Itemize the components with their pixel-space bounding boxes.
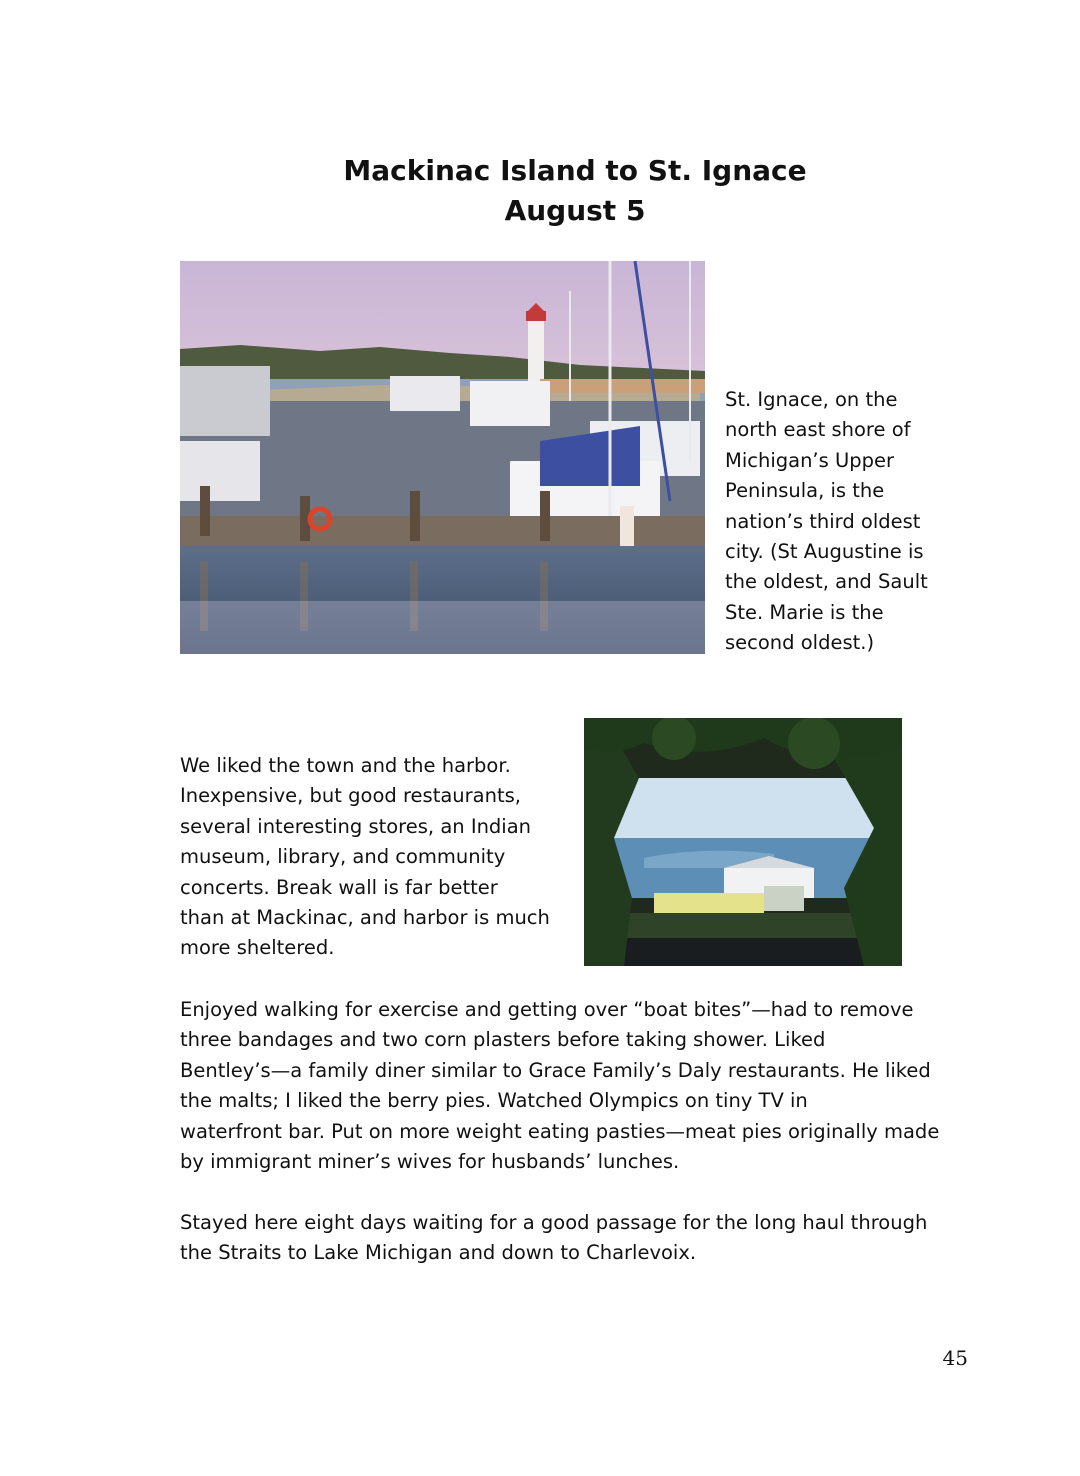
text-line: Peninsula, is the xyxy=(725,479,885,503)
text-line: several interesting stores, an Indian xyxy=(180,814,532,838)
text-line: museum, library, and community xyxy=(180,845,506,869)
text-line: three bandages and two corn plasters before taking shower. Liked xyxy=(180,1028,826,1052)
text-line: north east shore of xyxy=(725,418,911,442)
page-title: Mackinac Island to St. Ignace xyxy=(343,154,807,187)
text-line: the Straits to Lake Michigan and down to Charlevoix. xyxy=(180,1241,697,1265)
harbor-view-icon xyxy=(584,718,902,966)
text-line: than at Mackinac, and harbor is much xyxy=(180,906,550,930)
text-line: the oldest, and Sault xyxy=(725,570,928,594)
text-line: by immigrant miner’s wives for husbands’ lunches. xyxy=(180,1150,680,1174)
text-line: city. (St Augustine is xyxy=(725,540,924,564)
harbor-view-photo xyxy=(584,718,902,966)
text-line: more sheltered. xyxy=(180,936,335,960)
exercise-paragraph xyxy=(180,995,939,1177)
text-line: Michigan’s Upper xyxy=(725,448,895,472)
sidebar-paragraph xyxy=(725,385,928,659)
marina-photo xyxy=(180,261,705,654)
text-line: concerts. Break wall is far better xyxy=(180,875,498,899)
text-line: the malts; I liked the berry pies. Watched Olympics on tiny TV in xyxy=(180,1089,808,1113)
text-line: Inexpensive, but good restaurants, xyxy=(180,784,521,808)
stay-paragraph xyxy=(180,1208,927,1269)
text-line: We liked the town and the harbor. xyxy=(180,754,511,777)
text-line: Bentley’s—a family diner similar to Grace Family’s Daly restaurants. He liked xyxy=(180,1058,931,1082)
page-number: 45 xyxy=(942,1346,968,1370)
text-line: Stayed here eight days waiting for a good passage for the long haul through xyxy=(180,1211,928,1234)
text-line: waterfront bar. Put on more weight eating pasties—meat pies originally made xyxy=(180,1119,940,1143)
text-line: second oldest.) xyxy=(725,631,875,655)
text-line: nation’s third oldest xyxy=(725,509,921,533)
text-line: St. Ignace, on the xyxy=(725,388,898,411)
town-paragraph xyxy=(180,751,550,964)
text-line: Ste. Marie is the xyxy=(725,600,884,624)
text-line: Enjoyed walking for exercise and getting over “boat bites”—had to remove xyxy=(180,998,914,1021)
marina-lighthouse-icon xyxy=(180,261,705,654)
page-date: August 5 xyxy=(504,194,646,227)
